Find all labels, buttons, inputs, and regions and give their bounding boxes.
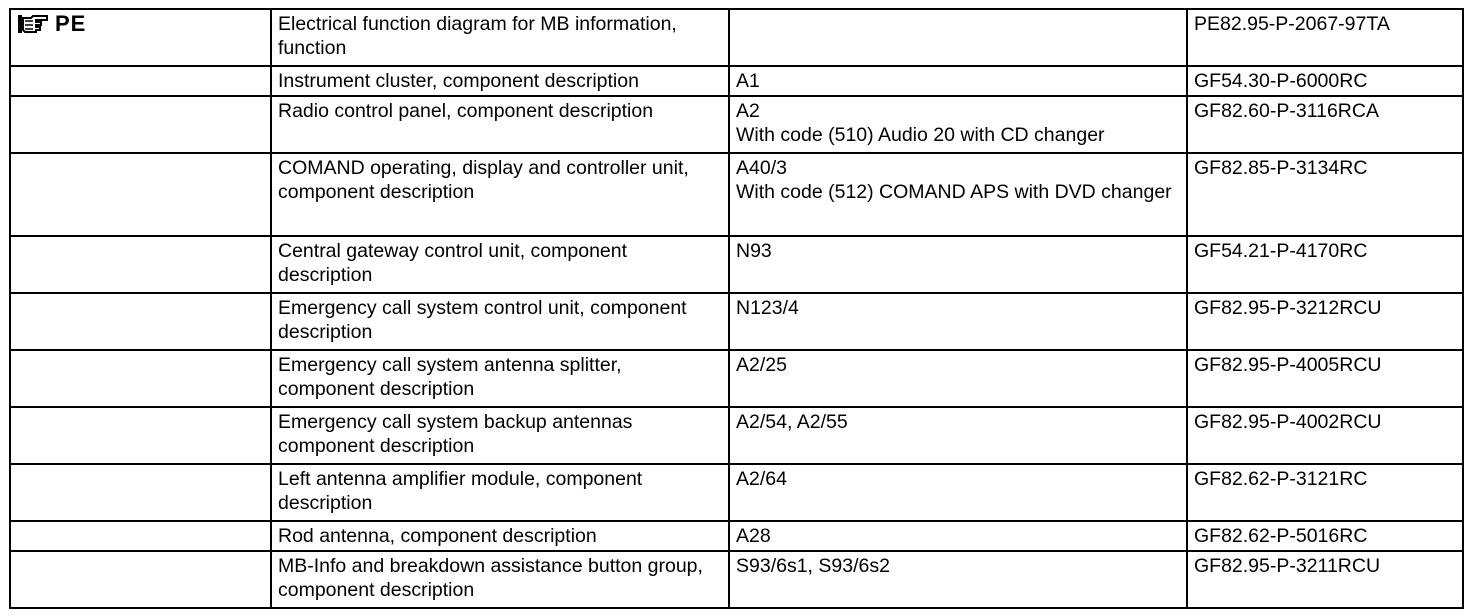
component-reference-table bbox=[9, 8, 1464, 609]
component-description: Left antenna amplifier module, component description bbox=[271, 464, 729, 521]
document-reference[interactable]: GF82.85-P-3134RC bbox=[1187, 153, 1463, 236]
blank-cell bbox=[10, 551, 271, 608]
blank-cell bbox=[10, 293, 271, 350]
component-description: Emergency call system antenna splitter, component description bbox=[271, 350, 729, 407]
table-row bbox=[10, 521, 1463, 551]
component-code-cell bbox=[729, 96, 1187, 153]
component-note: With code (510) Audio 20 with CD changer bbox=[736, 124, 1105, 146]
blank-cell bbox=[10, 350, 271, 407]
document-reference[interactable]: GF82.62-P-3121RC bbox=[1187, 464, 1463, 521]
component-code-cell bbox=[729, 66, 1187, 96]
component-code-cell bbox=[729, 153, 1187, 236]
blank-cell bbox=[10, 66, 271, 96]
component-code: A28 bbox=[736, 525, 771, 547]
document-reference[interactable]: GF54.21-P-4170RC bbox=[1187, 236, 1463, 293]
blank-cell bbox=[10, 521, 271, 551]
component-code: N123/4 bbox=[736, 297, 799, 319]
table-row bbox=[10, 407, 1463, 464]
table-row bbox=[10, 464, 1463, 521]
table-row bbox=[10, 236, 1463, 293]
blank-cell bbox=[10, 407, 271, 464]
component-code-cell bbox=[729, 407, 1187, 464]
component-code: A2/25 bbox=[736, 354, 787, 376]
component-description: Radio control panel, component description bbox=[271, 96, 729, 153]
component-note: With code (512) COMAND APS with DVD changer bbox=[736, 181, 1172, 203]
component-code: A1 bbox=[736, 70, 760, 92]
blank-cell bbox=[10, 236, 271, 293]
component-description: Rod antenna, component description bbox=[271, 521, 729, 551]
component-code-cell bbox=[729, 350, 1187, 407]
table-row bbox=[10, 293, 1463, 350]
component-code: A2/54, A2/55 bbox=[736, 411, 848, 433]
document-reference[interactable]: GF54.30-P-6000RC bbox=[1187, 66, 1463, 96]
pe-label: PE bbox=[55, 11, 87, 36]
component-description: Instrument cluster, component description bbox=[271, 66, 729, 96]
blank-cell bbox=[10, 153, 271, 236]
component-code-cell bbox=[729, 236, 1187, 293]
component-description: Central gateway control unit, component description bbox=[271, 236, 729, 293]
component-code-cell bbox=[729, 521, 1187, 551]
document-reference[interactable]: GF82.60-P-3116RCA bbox=[1187, 96, 1463, 153]
table-row bbox=[10, 66, 1463, 96]
component-code: S93/6s1, S93/6s2 bbox=[736, 555, 890, 577]
table-row bbox=[10, 551, 1463, 608]
blank-cell bbox=[10, 464, 271, 521]
header-reference[interactable]: PE82.95-P-2067-97TA bbox=[1187, 9, 1463, 66]
component-code: A2 bbox=[736, 100, 760, 122]
document-reference[interactable]: GF82.95-P-4005RCU bbox=[1187, 350, 1463, 407]
component-code-cell bbox=[729, 464, 1187, 521]
component-code-cell bbox=[729, 293, 1187, 350]
component-code: A40/3 bbox=[736, 157, 787, 179]
document-reference[interactable]: GF82.95-P-3212RCU bbox=[1187, 293, 1463, 350]
document-reference[interactable]: GF82.95-P-4002RCU bbox=[1187, 407, 1463, 464]
component-description: MB-Info and breakdown assistance button group, component description bbox=[271, 551, 729, 608]
pe-cell bbox=[10, 9, 271, 66]
blank-cell bbox=[10, 96, 271, 153]
table-row bbox=[10, 350, 1463, 407]
component-code-cell bbox=[729, 551, 1187, 608]
table-row bbox=[10, 96, 1463, 153]
table-row bbox=[10, 153, 1463, 236]
component-description: Emergency call system control unit, component description bbox=[271, 293, 729, 350]
header-row bbox=[10, 9, 1463, 66]
header-description: Electrical function diagram for MB information, function bbox=[271, 9, 729, 66]
component-description: Emergency call system backup antennas component description bbox=[271, 407, 729, 464]
component-description: COMAND operating, display and controller unit, component description bbox=[271, 153, 729, 236]
component-code: A2/64 bbox=[736, 468, 787, 490]
document-reference[interactable]: GF82.62-P-5016RC bbox=[1187, 521, 1463, 551]
document-reference[interactable]: GF82.95-P-3211RCU bbox=[1187, 551, 1463, 608]
component-code: N93 bbox=[736, 240, 772, 262]
header-code bbox=[729, 9, 1187, 66]
pointing-hand-icon bbox=[17, 13, 49, 35]
